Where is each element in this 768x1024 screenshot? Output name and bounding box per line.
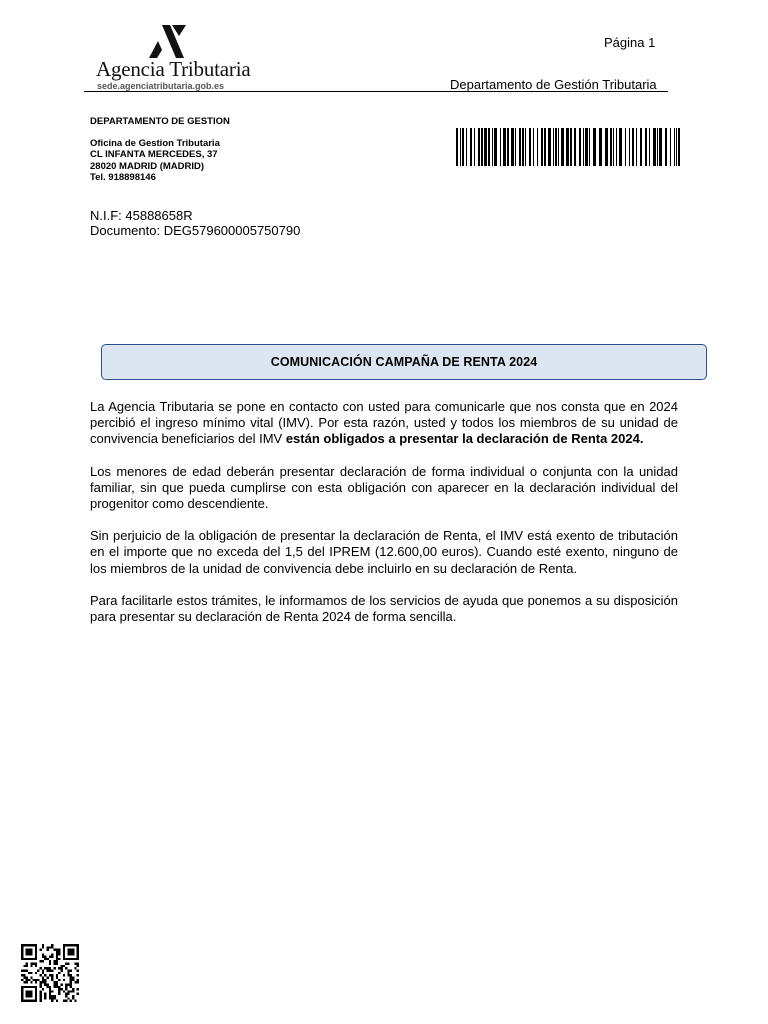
sender-street: CL INFANTA MERCEDES, 37	[90, 149, 218, 161]
sender-address	[90, 138, 220, 183]
logo-url: sede.agenciatributaria.gob.es	[97, 81, 225, 91]
barcode-icon	[456, 128, 682, 166]
identification-block	[90, 208, 300, 238]
paragraph-1-bold: están obligados a presentar la declaración de Renta 2024.	[285, 431, 644, 447]
sender-phone: Tel. 918898146	[90, 171, 156, 183]
sender-office: Oficina de Gestion Tributaria	[90, 138, 220, 149]
header-divider	[84, 91, 668, 92]
sender-city: 28020 MADRID (MADRID)	[90, 160, 205, 172]
qr-code-icon	[20, 944, 80, 1002]
paragraph-3: Sin perjuicio de la obligación de presentar la declaración de Renta, el IMV está exento de tributación en el importe que no exceda del 1,5 del IPREM (12.600,00 euros). Cuando esté exento, ninguno de los miembros de la unidad de convivencia debe incluirlo en su declaración de Renta.	[90, 528, 678, 576]
title-box	[101, 344, 707, 380]
paragraph-1-text: La Agencia Tributaria se pone en contacto con usted para comunicarle que nos consta que en 2024 percibió el ingreso mínimo vital (IMV). Por esta razón, usted y todos los miembros de su unidad de convivencia beneficiarios del IMV	[90, 399, 678, 447]
paragraph-2: Los menores de edad deberán presentar declaración de forma individual o conjunta con la unidad familiar, sin que pueda cumplirse con esta obligación con aparecer en la declaración individual del progenitor como descendiente.	[90, 463, 678, 512]
document-title: COMUNICACIÓN CAMPAÑA DE RENTA 2024	[270, 355, 538, 369]
paragraph-4: Para facilitarle estos trámites, le informamos de los servicios de ayuda que ponemos a su disposición para presentar su declaración de Renta 2024 de forma sencilla.	[90, 592, 678, 625]
sender-department-title: DEPARTAMENTO DE GESTION	[90, 116, 230, 127]
agencia-tributaria-logo-icon	[146, 24, 188, 60]
nif-line: N.I.F: 45888658R	[90, 208, 193, 223]
letter-body	[90, 399, 678, 641]
agencia-tributaria-logo	[96, 24, 266, 92]
page-number: Página 1	[604, 35, 656, 50]
document-line: Documento: DEG579600005750790	[90, 223, 301, 238]
header-department: Departamento de Gestión Tributaria	[450, 77, 657, 92]
logo-name: Agencia Tributaria	[96, 57, 251, 81]
paragraph-1	[90, 399, 678, 448]
